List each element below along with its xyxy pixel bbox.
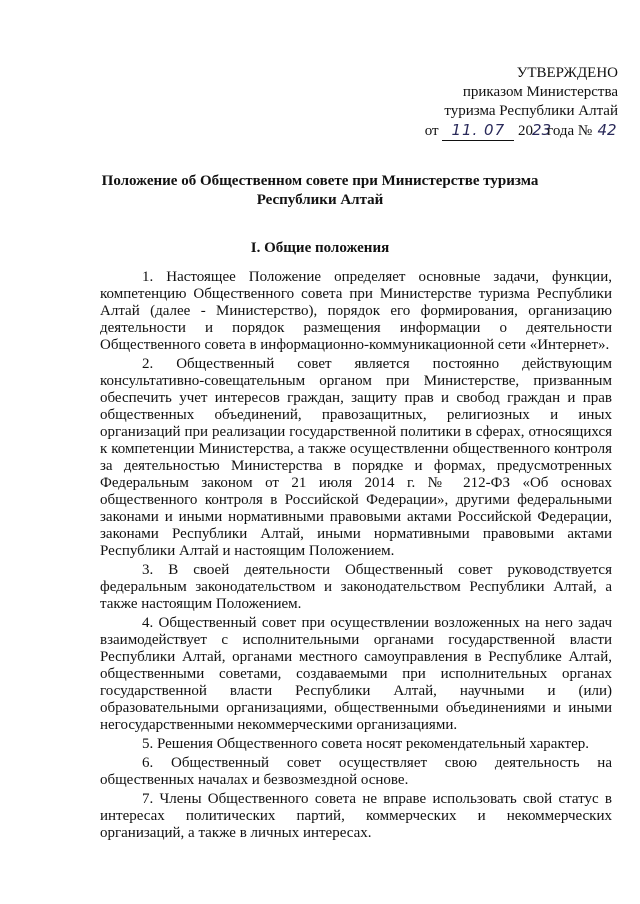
handwritten-date: 11. 07 [442,121,514,141]
section-heading: I. Общие положения [250,240,390,256]
approval-stamp-title: УТВЕРЖДЕНО [516,65,618,81]
paragraph-6: 6. Общественный совет осуществляет свою деятельность на общественных началах и безвозмездной основе. [100,755,612,788]
paragraph-3: 3. В своей деятельности Общественный совет руководствуется федеральным законодательством и законодательством Республики Алтай, а также настоящим Положением. [100,562,612,612]
handwritten-year: 23 [532,121,552,139]
year-suffix-number-label: года № [547,123,593,139]
approval-ministry-name: туризма Республики Алтай [444,103,618,119]
paragraph-1: 1. Настоящее Положение определяет основные задачи, функции, компетенцию Общественного совета при Министерстве туризма Республики Алтай (далее - Министерство), порядок его формирования, организацию деятельности и порядок размещения информации о деятельности Общественного совета в информационно-коммуникационной сети «Интернет». [100,269,612,353]
paragraph-2: 2. Общественный совет является постоянно действующим консультативно-совещательным органом при Министерстве, призванным обеспечить учет интересов граждан, защиту прав и свобод граждан и прав общественных объединений, правозащитных, религиозных и иных организаций при реализации государственной политики в сферах, относящихся к компетенции Министерства, а также осуществленни общественного контроля за деятельностью Министерства в порядке и формах, предусмотренных Федеральным законом от 21 июля 2014 г. № 212-ФЗ «Об основах общественного контроля в Российской Федерации», другими федеральными законами и иными нормативными правовыми актами Российской Федерации, законами Республики Алтай, иными нормативными правовыми актами Республики Алтай и настоящим Положением. [100,356,612,559]
paragraph-7: 7. Члены Общественного совета не вправе использовать свой статус в интересах политических партий, коммерческих и некоммерческих организаций, а также в личных интересах. [100,791,612,841]
paragraph-5: 5. Решения Общественного совета носят рекомендательный характер. [142,736,589,752]
document-title: Положение об Общественном совете при Министерстве туризма Республики Алтай [101,173,539,208]
approval-order-label: приказом Министерства [462,84,618,100]
document-body [100,269,612,844]
approval-block [425,64,618,141]
paragraph-4: 4. Общественный совет при осуществлении возложенных на него задач взаимодействует с исполнительными органами государственной власти Республики Алтай, органами местного самоуправления в Республике Алтай, общественными советами, создаваемыми при исполнительных органах государственной власти Республики Алтай, научными и (или) образовательными организациями, общественными объединениями и иными негосударственными некоммерческими организациями. [100,615,612,733]
year-prefix: 20 [518,123,534,139]
date-from-label: от [424,123,439,139]
approval-date-line [425,121,618,141]
handwritten-order-number: 42 [597,121,617,139]
